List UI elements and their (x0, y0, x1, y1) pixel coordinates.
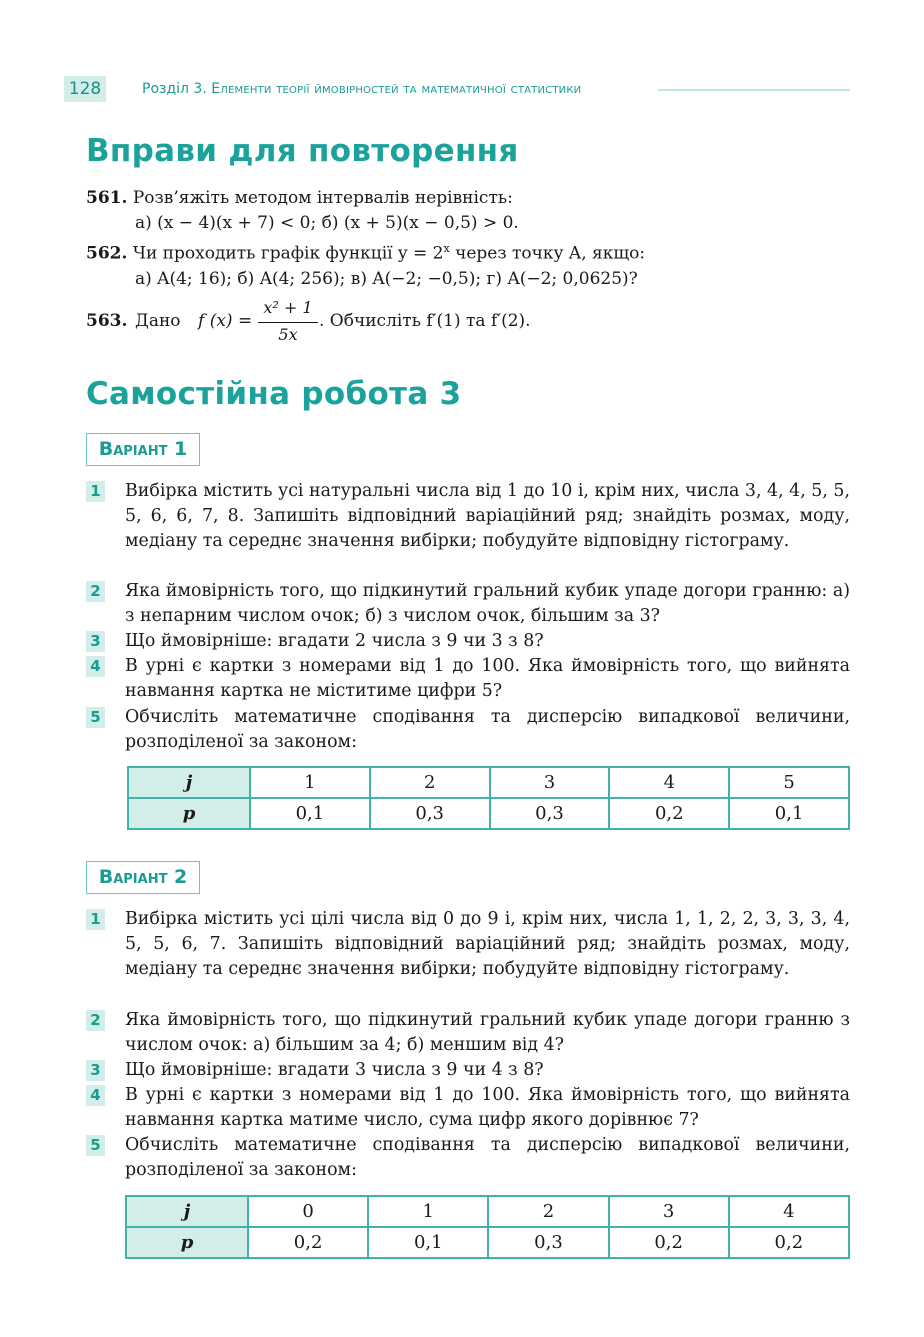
table-header-cell: p (128, 798, 250, 829)
table-cell: 3 (490, 767, 610, 798)
task-text: Що ймовірніше: вгадати 2 числа з 9 чи 3 з 8? (125, 631, 544, 651)
review-section-title: Вправи для повторення (86, 133, 519, 169)
table-cell: 1 (368, 1196, 488, 1227)
variant-2-label: Варіант 2 (86, 861, 200, 894)
exercise-text: Розв’яжіть методом інтервалів нерівність: (132, 188, 513, 208)
variant-2-distribution-table (125, 1195, 850, 1259)
task-text: Що ймовірніше: вгадати 3 числа з 9 чи 4 з 8? (125, 1060, 544, 1080)
fraction-denominator: 5x (278, 325, 298, 344)
variant-2-task-3 (86, 1058, 850, 1083)
independent-work-title: Самостійна робота 3 (86, 376, 462, 412)
table-cell: 0,2 (248, 1227, 368, 1258)
task-text: Яка ймовірність того, що підкинутий гральний кубик упаде догори гранню: а) з непарним числом очок; б) з числом очок, більшим за 3? (125, 581, 850, 626)
table-cell: 0,1 (250, 798, 370, 829)
task-number: 4 (86, 656, 105, 677)
task-number: 2 (86, 581, 105, 602)
chapter-label: Розділ 3. (142, 81, 207, 97)
table-cell: 2 (370, 767, 490, 798)
task-text: Обчисліть математичне сподівання та дисперсію випадкової величини, розподіленої за законом: (125, 707, 850, 752)
variant-1-task-3 (86, 629, 850, 654)
table-cell: 4 (609, 767, 729, 798)
variant-1-label: Варіант 1 (86, 433, 200, 466)
table-header-cell: j (128, 767, 250, 798)
exercise-number: 562. (86, 243, 128, 264)
table-row (128, 798, 849, 829)
task-number: 3 (86, 1060, 105, 1081)
variant-1-task-1 (86, 479, 850, 554)
chapter-title: Елементи теорії ймовірностей та математичної статистики (211, 81, 582, 97)
task-number: 4 (86, 1085, 105, 1106)
exercise-subtext: а) (x − 4)(x + 7) < 0; б) (x + 5)(x − 0,5) > 0. (135, 213, 519, 233)
task-number: 5 (86, 707, 105, 728)
table-cell: 0,1 (729, 798, 849, 829)
table-cell: 0,3 (370, 798, 490, 829)
running-header (64, 76, 850, 102)
task-number: 2 (86, 1010, 105, 1031)
table-header-cell: p (126, 1227, 248, 1258)
table-cell: 0,1 (368, 1227, 488, 1258)
task-text: Вибірка містить усі натуральні числа від 1 до 10 і, крім них, числа 3, 4, 4, 5, 5, 5, 6, 6, 7, 8. Запишіть відповідний варіаційний ряд; знайдіть розмах, моду, медіану та середнє значення вибірки; побудуйте відповідну гістограму. (125, 481, 850, 551)
table-cell: 5 (729, 767, 849, 798)
variant-1-distribution-table (127, 766, 850, 830)
exercise-text-end: через точку A, якщо: (449, 243, 646, 264)
exercise-text: Чи проходить графік функції y = 2 (132, 243, 444, 264)
task-text: Вибірка містить усі цілі числа від 0 до 9 і, крім них, числа 1, 1, 2, 2, 3, 3, 3, 4, 5, 5, 6, 7. Запишіть відповідний варіаційний ряд; знайдіть розмах, моду, медіану та середнє значення вибірки; побудуйте відповідну гістограму. (125, 909, 850, 979)
variant-2-task-5 (86, 1133, 850, 1183)
variant-2-task-4 (86, 1083, 850, 1133)
task-text: Яка ймовірність того, що підкинутий гральний кубик упаде догори гранню з числом очок: а) більшим за 4; б) меншим від 4? (125, 1010, 850, 1055)
task-number: 5 (86, 1135, 105, 1156)
table-cell: 3 (609, 1196, 729, 1227)
table-cell: 0,2 (609, 1227, 729, 1258)
function-lhs: f (x) = (198, 311, 253, 331)
variant-2-task-2 (86, 1008, 850, 1058)
exercise-number: 561. (86, 188, 128, 208)
table-cell: 0,2 (609, 798, 729, 829)
page-number: 128 (64, 76, 106, 102)
task-text: В урні є картки з номерами від 1 до 100. Яка ймовірність того, що вийнята навмання картка матиме число, сума цифр якого дорівнює 7? (125, 1085, 850, 1130)
task-text: Обчисліть математичне сподівання та дисперсію випадкової величини, розподіленої за законом: (125, 1135, 850, 1180)
table-row (126, 1227, 849, 1258)
given-label: Дано (135, 311, 181, 331)
task-text: В урні є картки з номерами від 1 до 100. Яка ймовірність того, що вийнята навмання картка не міститиме цифри 5? (125, 656, 850, 701)
table-cell: 0,2 (729, 1227, 849, 1258)
table-cell: 1 (250, 767, 370, 798)
variant-1-task-2 (86, 579, 850, 629)
chapter-heading (142, 79, 581, 99)
table-cell: 0,3 (488, 1227, 608, 1258)
table-header-cell: j (126, 1196, 248, 1227)
table-cell: 2 (488, 1196, 608, 1227)
variant-1-task-4 (86, 654, 850, 704)
variant-1-task-5 (86, 705, 850, 755)
fraction-numerator: x² + 1 (263, 298, 313, 317)
task-number: 1 (86, 909, 105, 930)
exercise-subtext: а) A(4; 16); б) A(4; 256); в) A(−2; −0,5); г) A(−2; 0,0625)? (135, 268, 638, 289)
exercise-561 (86, 186, 519, 236)
table-cell: 0,3 (490, 798, 610, 829)
table-row (126, 1196, 849, 1227)
task-number: 1 (86, 481, 105, 502)
variant-2-task-1 (86, 907, 850, 982)
exercise-number: 563. (86, 311, 128, 331)
exponent: x (443, 242, 450, 255)
exercise-562 (86, 236, 645, 292)
table-cell: 4 (729, 1196, 849, 1227)
task-number: 3 (86, 631, 105, 652)
header-rule (658, 89, 850, 91)
table-row (128, 767, 849, 798)
table-cell: 0 (248, 1196, 368, 1227)
exercise-text: . Обчисліть f′(1) та f′(2). (319, 311, 531, 331)
